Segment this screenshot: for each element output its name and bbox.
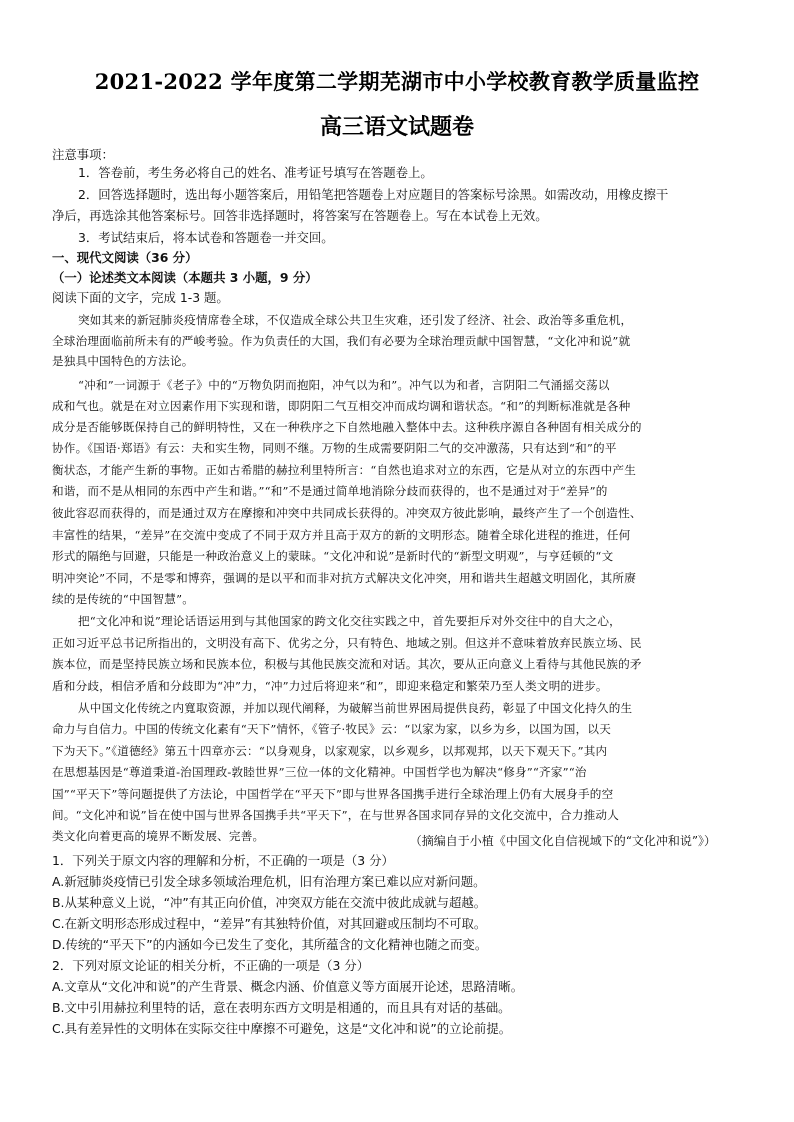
passage-line: 明冲突论”不同，不是零和博弈，强调的是以平和而非对抗方式解决文化冲突，用和谐共生超越文明固化，其所赓 [52,571,637,585]
question-1-option-c: C.在新文明形态形成过程中，“差异”有其独特价值，对其回避或压制均不可取。 [52,916,487,931]
passage-line: 下为天下。”《道德经》第五十四章亦云：“以身观身，以家观家，以乡观乡，以邦观邦，以天下观天下。”其内 [52,744,608,758]
passage-line: 衡状态，才能产生新的事物。正如古希腊的赫拉利里特所言：“自然也追求对立的东西，它是从对立的东西中产生 [52,463,637,477]
passage-line: 类文化向着更高的境界不断发展、完善。 [52,829,265,843]
notice-item: 1．答卷前，考生务必将自己的姓名、准考证号填写在答题卷上。 [78,165,433,180]
passage-line: 成和气也。就是在对立因素作用下实现和谐，即阴阳二气互相交冲而成均调和谐状态。“和”的判断标准就是各种 [52,399,631,413]
sub-section-heading: （一）论述类文本阅读（本题共 3 小题，9 分） [52,270,318,285]
passage-source: （摘编自于小植《中国文化自信视域下的“文化冲和说”》） [409,834,716,848]
passage-line: 正如习近平总书记所指出的，文明没有高下、优劣之分，只有特色、地域之别。但这并不意味着放弃民族立场、民 [52,636,642,650]
exam-subtitle: 高三语文试题卷 [319,114,474,140]
passage-line: 间。“文化冲和说”旨在使中国与世界各国携手共“平天下”，在与世界各国求同存异的文化交流中，合力推动人 [52,808,620,822]
passage-line: 形式的隔绝与回避，只能是一种政治意义上的蒙昧。“文化冲和说”是新时代的“新型文明观”，与亨廷顿的“文 [52,549,614,563]
question-2-option-a: A.文章从“文化冲和说”的产生背景、概念内涵、价值意义等方面展开论述，思路清晰。 [52,979,524,994]
passage-line: 和谐，而不是从相同的东西中产生和谐。”“和”不是通过简单地消除分歧而获得的，也不是通过对于“差异”的 [52,484,608,498]
question-1-option-b: B.从某种意义上说，“冲”有其正向价值，冲突双方能在交流中彼此成就与超越。 [52,895,487,910]
passage-line: 从中国文化传统之内寬取资源，并加以现代阐释，为破解当前世界困局提供良药，彰显了中国文化持久的生 [78,701,633,715]
question-2-option-b: B.文中引用赫拉利里特的话，意在表明东西方文明是相通的，而且具有对话的基础。 [52,1000,511,1015]
question-1-option-d: D.传统的“平天下”的内涵如今已发生了变化，其所蕴含的文化精神也随之而变。 [52,937,488,952]
passage-line: 协作。《国语·郑语》有云：夫和实生物，同则不继。万物的生成需要阴阳二气的交冲激荡，只有达到“和”的平 [52,441,617,455]
question-1-stem: 1．下列关于原文内容的理解和分析，不正确的一项是（3 分） [52,853,394,868]
passage-line: 在思想基因是“尊道秉道-治国理政-敦睦世界”三位一体的文化精神。中国哲学也为解决“修身”“齐家”“治 [52,765,587,779]
passage-line: 盾和分歧，相信矛盾和分歧即为“冲”力，“冲”力过后将迎来“和”，即迎来稳定和繁荣乃至人类文明的进步。 [52,679,608,693]
exam-title: 2021-2022 学年度第二学期芜湖市中小学校教育教学质量监控 [94,69,700,94]
passage-line: 国”“平天下”等问题提供了方法论，中国哲学在“平天下”即与世界各国携手进行全球治理上仍有大展身手的空 [52,787,614,801]
passage-line: 续的是传统的“中国智慧”。 [52,592,194,606]
passage-line: 把“文化冲和说”理论话语运用到与其他国家的跨文化交往实践之中，首先要拒斥对外交往中的自大之心， [78,614,621,628]
question-2-stem: 2．下列对原文论证的相关分析，不正确的一项是（3 分） [52,958,370,973]
notice-heading: 注意事项： [52,147,114,162]
question-2-option-c: C.具有差异性的文明体在实际交往中摩擦不可避免，这是“文化冲和说”的立论前提。 [52,1021,512,1036]
passage-line: 突如其来的新冠肺炎疫情席卷全球，不仅造成全球公共卫生灾难，还引发了经济、社会、政治等多重危机， [78,313,633,327]
passage-line: 彼此容忍而获得的，而是通过双方在摩擦和冲突中共同成长获得的。冲突双方彼此影响，最终产生了一个创造性、 [52,506,642,520]
question-1-option-a: A.新冠肺炎疫情已引发全球多领域治理危机，旧有治理方案已难以应对新问题。 [52,874,486,889]
passage-line: 全球治理面临前所未有的严峻考验。作为负责任的大国，我们有必要为全球治理贡献中国智慧，“文化冲和说”就 [52,334,631,348]
passage-line: 是独具中国特色的方法论。 [52,354,194,368]
passage-line: 命力与自信力。中国的传统文化素有“天下”情怀，《管子·牧民》云：“以家为家，以乡为乡，以国为国，以天 [52,722,611,736]
passage-line: 族本位，而是坚持民族立场和民族本位，积极与其他民族交流和对话。其次，要从正向意义上看待与其他民族的矛 [52,657,642,671]
passage-line: “冲和”一词源于《老子》中的“万物负阴而抱阳，冲气以为和”。冲气以为和者，言阴阳二气涌摇交荡以 [78,378,610,392]
passage-line: 成分是否能够既保持自己的鲜明特性，又在一种秩序之下自然地融入整体中去。这种秩序源自各种固有相关成分的 [52,420,642,434]
notice-item: 净后，再选涂其他答案标号。回答非选择题时，将答案写在答题卷上。写在本试卷上无效。 [52,208,548,223]
reading-instruction: 阅读下面的文字，完成 1-3 题。 [52,290,229,305]
notice-item: 3．考试结束后，将本试卷和答题卷一并交回。 [78,230,334,245]
notice-item: 2．回答选择题时，选出每小题答案后，用铅笔把答题卷上对应题目的答案标号涂黑。如需改动，用橡皮擦干 [78,187,669,202]
section-heading: 一、现代文阅读（36 分） [52,250,198,265]
passage-line: 丰富性的结果，“差异”在交流中变成了不同于双方并且高于双方的新的文明形态。随着全球化进程的推进，任何 [52,528,631,542]
